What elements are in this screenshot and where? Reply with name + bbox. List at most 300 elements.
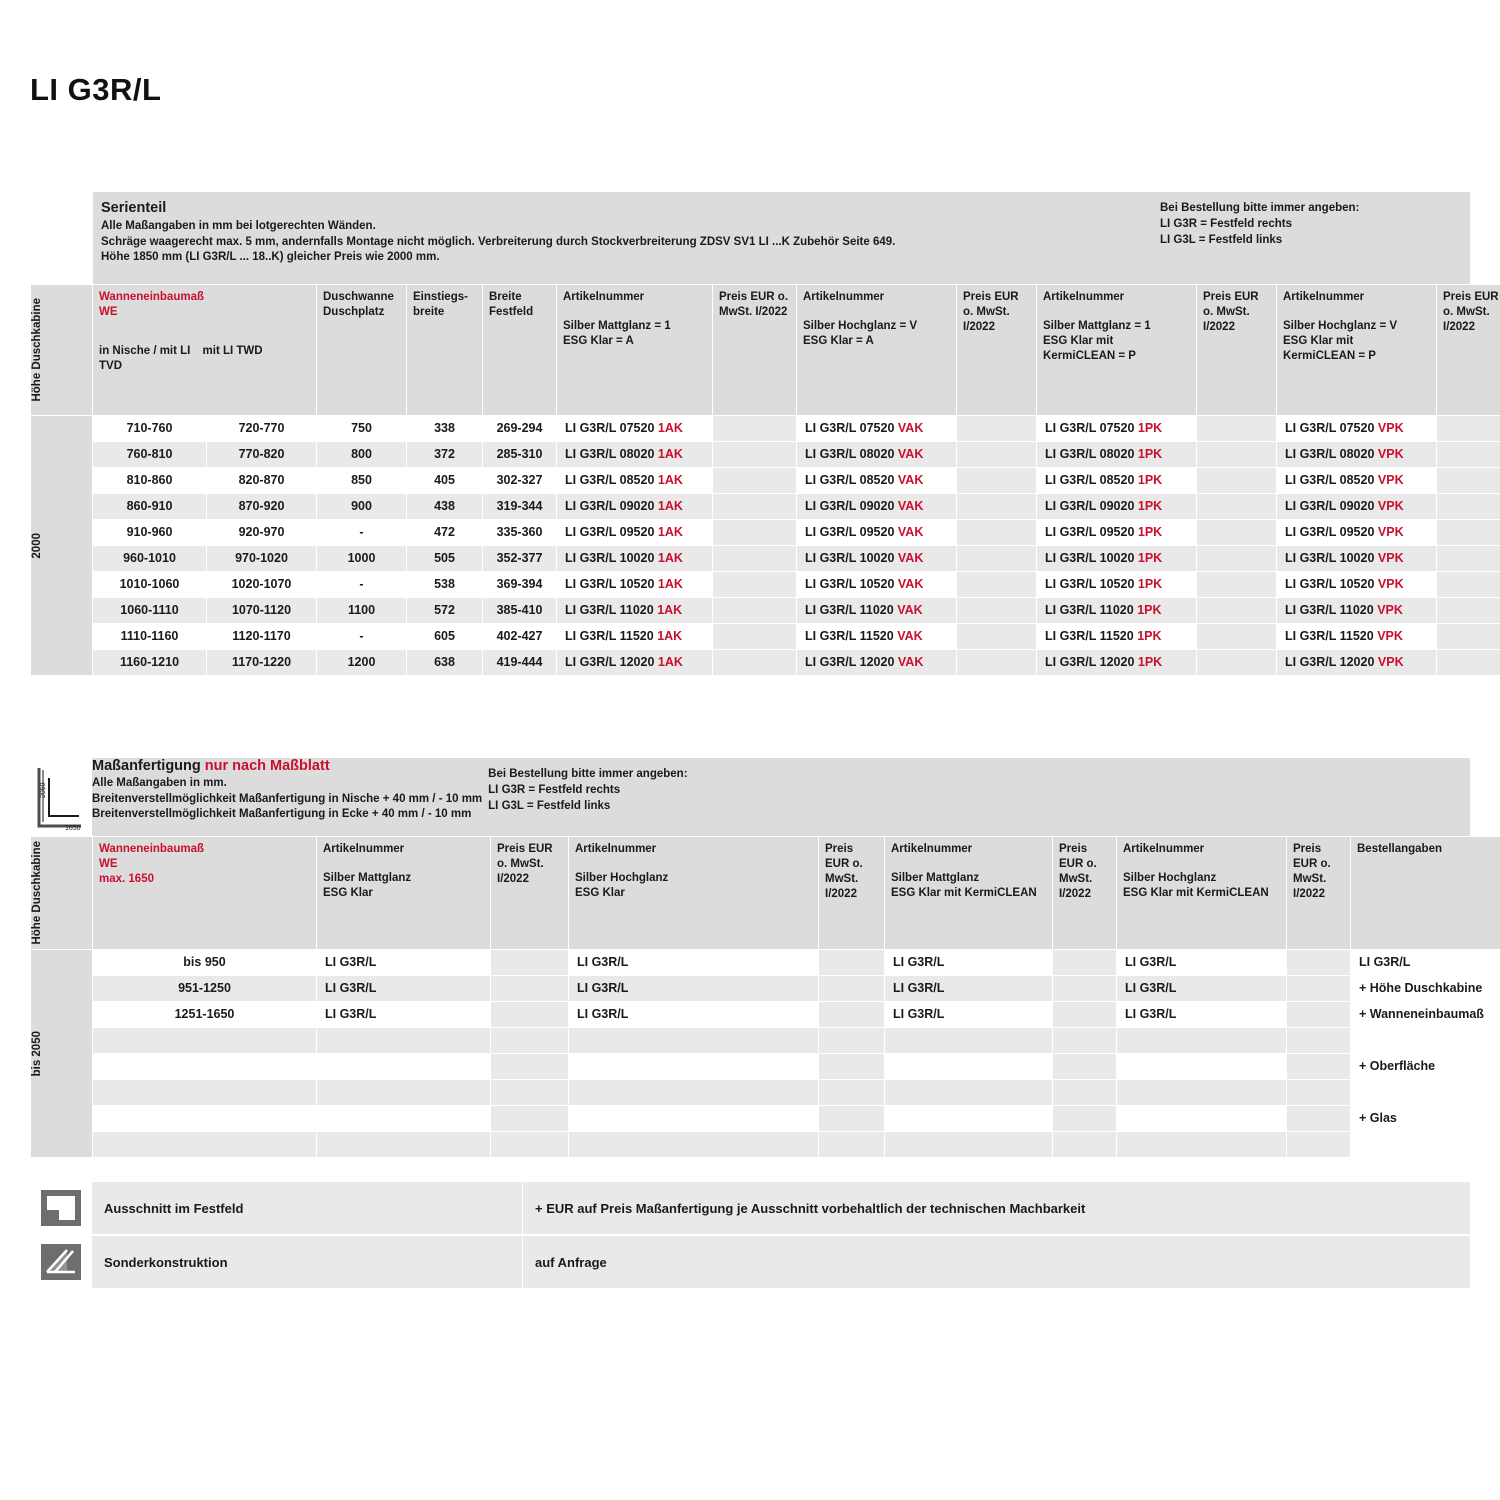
- footer-row-sonderkonstruktion: [30, 1234, 1470, 1288]
- cell-price-3: [1053, 976, 1117, 1002]
- col-art4-line2: ESG Klar mit: [1283, 335, 1354, 347]
- cell-we-twd: 770-820: [207, 442, 317, 468]
- cell-article-1: LI G3R/L 10520 1AK: [557, 572, 713, 598]
- cell-article-3: LI G3R/L 08020 1PK: [1037, 442, 1197, 468]
- col-hoehe-duschkabine-label: Höhe Duschkabine: [31, 298, 43, 402]
- cell-bestell: + Glas: [1351, 1106, 1500, 1132]
- cell-article-1: [317, 1080, 491, 1106]
- cell-we-nische: 710-760: [93, 416, 207, 442]
- cell-bestell: [1351, 1028, 1500, 1054]
- cell-we: 951-1250: [93, 976, 317, 1002]
- cell-bestell: [1351, 1132, 1500, 1158]
- cell-article-3: LI G3R/L 08520 1PK: [1037, 468, 1197, 494]
- cell-einstieg: 605: [407, 624, 483, 650]
- cell-price-1: [491, 1132, 569, 1158]
- serienteil-order-note: [1154, 192, 1470, 284]
- cell-price-3: [1197, 468, 1277, 494]
- cell-price-1: [713, 416, 797, 442]
- cell-we: [93, 1132, 317, 1158]
- cell-price-2: [957, 494, 1037, 520]
- dimension-sketch-icon: [35, 762, 87, 832]
- cell-price-1: [491, 1106, 569, 1132]
- cell-article-3: LI G3R/L 10520 1PK: [1037, 572, 1197, 598]
- cell-we-twd: 870-920: [207, 494, 317, 520]
- col-art3-line2-2: ESG Klar mit KermiCLEAN: [891, 887, 1037, 899]
- massanfertigung-column-header-row: [31, 837, 1500, 950]
- cell-price-1: [491, 950, 569, 976]
- massanfertigung-table: [30, 836, 1500, 1158]
- cell-article-1: LI G3R/L 07520 1AK: [557, 416, 713, 442]
- table-row: [31, 468, 1500, 494]
- cell-article-4: LI G3R/L 09520 VPK: [1277, 520, 1437, 546]
- col-bestellangaben: Bestellangaben: [1351, 837, 1500, 950]
- cell-bestell: [1351, 1080, 1500, 1106]
- table-row: [31, 950, 1500, 976]
- cell-price-2: [819, 1002, 885, 1028]
- col-preis-2-2: Preis EUR o. MwSt. I/2022: [819, 837, 885, 950]
- cell-we-twd: 1020-1070: [207, 572, 317, 598]
- cell-price-4: [1437, 520, 1500, 546]
- cell-price-4: [1437, 650, 1500, 676]
- col-art1-line1: Silber Mattglanz = 1: [563, 320, 671, 332]
- cell-price-4: [1437, 416, 1500, 442]
- col-art2-line2-2: ESG Klar: [575, 887, 625, 899]
- cell-we-nische: 1010-1060: [93, 572, 207, 598]
- col-wanneneinbaumass-2: [93, 837, 317, 950]
- cell-article-3: [885, 1054, 1053, 1080]
- col-wanneneinbaumass: [93, 285, 317, 416]
- serienteil-header-text: [93, 192, 1154, 284]
- footer-text-sonderkonstruktion: auf Anfrage: [522, 1236, 1470, 1288]
- col-preis-4: Preis EUR o. MwSt. I/2022: [1437, 285, 1500, 416]
- cell-breite: 402-427: [483, 624, 557, 650]
- table-row: [31, 624, 1500, 650]
- footer-label-ausschnitt: Ausschnitt im Festfeld: [92, 1182, 522, 1234]
- cell-price-4: [1287, 1132, 1351, 1158]
- serienteil-header-band: [30, 192, 1470, 284]
- cell-article-2: LI G3R/L 09520 VAK: [797, 520, 957, 546]
- cell-article-1: LI G3R/L 10020 1AK: [557, 546, 713, 572]
- cell-article-4: [1117, 1054, 1287, 1080]
- cell-article-4: LI G3R/L 11520 VPK: [1277, 624, 1437, 650]
- cell-price-2: [957, 624, 1037, 650]
- col-we-nische: in Nische / mit LI TVD: [99, 345, 191, 372]
- cell-we-nische: 810-860: [93, 468, 207, 494]
- col-hoehe-duschkabine-2: [31, 837, 93, 950]
- cell-we: [93, 1106, 317, 1132]
- cell-article-1: LI G3R/L 08020 1AK: [557, 442, 713, 468]
- cell-wanne: 1000: [317, 546, 407, 572]
- cell-price-4: [1287, 1080, 1351, 1106]
- serienteil-section: [30, 192, 1499, 676]
- order-note-title: Bei Bestellung bitte immer angeben:: [1160, 202, 1360, 214]
- cell-we-twd: 970-1020: [207, 546, 317, 572]
- cell-article-2: [569, 1132, 819, 1158]
- col-art2-line2: ESG Klar = A: [803, 335, 874, 347]
- cell-bestell: + Wanneneinbaumaß: [1351, 1002, 1500, 1028]
- cell-price-1: [713, 624, 797, 650]
- order-note-title: Bei Bestellung bitte immer angeben:: [488, 768, 688, 780]
- header-spacer: [30, 192, 93, 284]
- col-hoehe-duschkabine-label-2: Höhe Duschkabine: [31, 841, 43, 945]
- cell-we-nische: 960-1010: [93, 546, 207, 572]
- cell-einstieg: 405: [407, 468, 483, 494]
- cell-price-3: [1053, 950, 1117, 976]
- cell-we: bis 950: [93, 950, 317, 976]
- cell-price-1: [491, 1028, 569, 1054]
- height-group-bis-2050: [31, 950, 93, 1158]
- col-preis-3: Preis EUR o. MwSt. I/2022: [1197, 285, 1277, 416]
- cell-einstieg: 638: [407, 650, 483, 676]
- cell-article-2: LI G3R/L: [569, 976, 819, 1002]
- cell-price-3: [1053, 1106, 1117, 1132]
- dimension-sketch-icon-col: [30, 758, 92, 836]
- col-we-title: Wanneneinbaumaß: [99, 291, 204, 303]
- cell-price-4: [1437, 442, 1500, 468]
- cell-article-2: LI G3R/L 10020 VAK: [797, 546, 957, 572]
- cell-article-3: LI G3R/L 09520 1PK: [1037, 520, 1197, 546]
- cell-article-4: LI G3R/L 08020 VPK: [1277, 442, 1437, 468]
- cell-wanne: 750: [317, 416, 407, 442]
- cell-article-2: LI G3R/L 11520 VAK: [797, 624, 957, 650]
- cell-article-4: [1117, 1132, 1287, 1158]
- cell-article-2: [569, 1028, 819, 1054]
- cell-price-2: [819, 1106, 885, 1132]
- col-art2-title-2: Artikelnummer: [575, 843, 657, 855]
- cell-bestell: LI G3R/L: [1351, 950, 1500, 976]
- col-preis-3-2: Preis EUR o. MwSt. I/2022: [1053, 837, 1117, 950]
- cell-we-twd: 1120-1170: [207, 624, 317, 650]
- cell-price-3: [1197, 442, 1277, 468]
- col-we-sub-2: WE: [99, 858, 118, 870]
- col-preis-1: Preis EUR o. MwSt. I/2022: [713, 285, 797, 416]
- col-artikelnummer-4-2: [1117, 837, 1287, 950]
- cell-we-twd: 720-770: [207, 416, 317, 442]
- massanfertigung-heading: [92, 758, 482, 774]
- massanfertigung-note-2: Breitenverstellmöglichkeit Maßanfertigung in Nische + 40 mm / - 10 mm: [92, 792, 483, 805]
- cell-breite: 335-360: [483, 520, 557, 546]
- cell-price-3: [1197, 546, 1277, 572]
- order-note-line-1: LI G3R = Festfeld rechts: [488, 784, 621, 796]
- cell-we-nische: 910-960: [93, 520, 207, 546]
- col-preis-1-2: Preis EUR o. MwSt. I/2022: [491, 837, 569, 950]
- col-duschwanne: Duschwanne Duschplatz: [317, 285, 407, 416]
- cell-price-3: [1197, 572, 1277, 598]
- cell-price-4: [1287, 1002, 1351, 1028]
- cell-price-4: [1437, 572, 1500, 598]
- cell-price-1: [491, 1080, 569, 1106]
- col-art3-line1: Silber Mattglanz = 1: [1043, 320, 1151, 332]
- cell-we-nische: 1160-1210: [93, 650, 207, 676]
- cell-article-1: LI G3R/L 12020 1AK: [557, 650, 713, 676]
- cell-article-4: LI G3R/L: [1117, 950, 1287, 976]
- col-artikelnummer-2-2: [569, 837, 819, 950]
- col-we-title-2: Wanneneinbaumaß: [99, 843, 204, 855]
- cell-price-1: [713, 468, 797, 494]
- cell-article-2: LI G3R/L: [569, 1002, 819, 1028]
- table-row: [31, 1106, 1500, 1132]
- col-art4-title: Artikelnummer: [1283, 291, 1365, 303]
- cell-we-twd: 820-870: [207, 468, 317, 494]
- col-art4-line3: KermiCLEAN = P: [1283, 350, 1376, 362]
- footer-rows: [30, 1180, 1470, 1288]
- cell-einstieg: 505: [407, 546, 483, 572]
- massanfertigung-note-1: Alle Maßangaben in mm.: [92, 777, 227, 789]
- cell-wanne: -: [317, 520, 407, 546]
- col-artikelnummer-4: [1277, 285, 1437, 416]
- height-group-label-2: bis 2050: [31, 1030, 43, 1077]
- cell-article-1: LI G3R/L 09020 1AK: [557, 494, 713, 520]
- massanfertigung-header-text: [92, 758, 482, 836]
- cell-article-3: LI G3R/L 09020 1PK: [1037, 494, 1197, 520]
- cell-price-3: [1197, 650, 1277, 676]
- cell-article-1: LI G3R/L 11020 1AK: [557, 598, 713, 624]
- cell-article-3: LI G3R/L 11020 1PK: [1037, 598, 1197, 624]
- cell-article-2: [569, 1054, 819, 1080]
- table-row: [31, 1054, 1500, 1080]
- cell-price-2: [819, 1080, 885, 1106]
- cell-price-3: [1197, 416, 1277, 442]
- cell-article-2: LI G3R/L 09020 VAK: [797, 494, 957, 520]
- cell-article-1: [317, 1054, 491, 1080]
- cell-price-4: [1437, 468, 1500, 494]
- table-row: [31, 598, 1500, 624]
- table-row: [31, 494, 1500, 520]
- cell-price-3: [1053, 1002, 1117, 1028]
- cell-price-2: [819, 1132, 885, 1158]
- cell-price-2: [957, 442, 1037, 468]
- col-we-sub: WE: [99, 306, 118, 318]
- cell-price-2: [819, 1028, 885, 1054]
- cell-price-4: [1287, 950, 1351, 976]
- cell-article-2: LI G3R/L 12020 VAK: [797, 650, 957, 676]
- cell-article-4: LI G3R/L 10020 VPK: [1277, 546, 1437, 572]
- cell-einstieg: 438: [407, 494, 483, 520]
- cell-we: 1251-1650: [93, 1002, 317, 1028]
- col-art1-line2: ESG Klar = A: [563, 335, 634, 347]
- cell-price-4: [1437, 546, 1500, 572]
- cell-wanne: -: [317, 624, 407, 650]
- cell-we-nische: 860-910: [93, 494, 207, 520]
- cell-we-twd: 920-970: [207, 520, 317, 546]
- cell-wanne: 900: [317, 494, 407, 520]
- cell-article-3: LI G3R/L 07520 1PK: [1037, 416, 1197, 442]
- cell-price-3: [1053, 1132, 1117, 1158]
- cell-article-4: LI G3R/L 08520 VPK: [1277, 468, 1437, 494]
- col-we-twd: mit LI TWD: [202, 345, 263, 357]
- cutout-icon: [39, 1188, 83, 1228]
- col-artikelnummer-3: [1037, 285, 1197, 416]
- col-art1-line1-2: Silber Mattglanz: [323, 872, 412, 884]
- cell-price-2: [957, 520, 1037, 546]
- page-title: LI G3R/L: [30, 72, 162, 107]
- cell-article-4: LI G3R/L 12020 VPK: [1277, 650, 1437, 676]
- cell-article-4: LI G3R/L 09020 VPK: [1277, 494, 1437, 520]
- col-preis-2: Preis EUR o. MwSt. I/2022: [957, 285, 1037, 416]
- cell-price-3: [1197, 494, 1277, 520]
- col-art4-title-2: Artikelnummer: [1123, 843, 1205, 855]
- cell-price-2: [819, 950, 885, 976]
- cell-we-twd: 1170-1220: [207, 650, 317, 676]
- cell-article-1: LI G3R/L 09520 1AK: [557, 520, 713, 546]
- cell-we-nische: 1060-1110: [93, 598, 207, 624]
- serienteil-note-3: Höhe 1850 mm (LI G3R/L ... 18..K) gleicher Preis wie 2000 mm.: [101, 251, 440, 263]
- cell-einstieg: 572: [407, 598, 483, 624]
- cell-price-4: [1287, 1028, 1351, 1054]
- table-row: [31, 976, 1500, 1002]
- cell-article-3: LI G3R/L 10020 1PK: [1037, 546, 1197, 572]
- cell-breite: 269-294: [483, 416, 557, 442]
- col-art3-title: Artikelnummer: [1043, 291, 1125, 303]
- cell-price-1: [713, 546, 797, 572]
- cell-price-1: [491, 1054, 569, 1080]
- cell-article-3: [885, 1106, 1053, 1132]
- col-art3-line1-2: Silber Mattglanz: [891, 872, 980, 884]
- cell-price-4: [1437, 624, 1500, 650]
- cell-we: [93, 1054, 317, 1080]
- cell-article-2: LI G3R/L 10520 VAK: [797, 572, 957, 598]
- cell-breite: 319-344: [483, 494, 557, 520]
- cell-price-1: [491, 1002, 569, 1028]
- serienteil-note-1: Alle Maßangaben in mm bei lotgerechten Wänden.: [101, 220, 376, 232]
- col-we-max: max. 1650: [99, 873, 154, 885]
- cell-article-4: [1117, 1028, 1287, 1054]
- cell-bestell: + Höhe Duschkabine: [1351, 976, 1500, 1002]
- cell-article-2: LI G3R/L 11020 VAK: [797, 598, 957, 624]
- cell-price-2: [957, 416, 1037, 442]
- cell-article-4: LI G3R/L 07520 VPK: [1277, 416, 1437, 442]
- cell-price-1: [713, 650, 797, 676]
- cell-price-4: [1287, 976, 1351, 1002]
- cell-article-1: LI G3R/L: [317, 976, 491, 1002]
- cell-article-4: [1117, 1080, 1287, 1106]
- cell-price-4: [1437, 494, 1500, 520]
- col-art4-line1: Silber Hochglanz = V: [1283, 320, 1398, 332]
- cell-wanne: 850: [317, 468, 407, 494]
- cell-price-4: [1287, 1054, 1351, 1080]
- table-row: [31, 1132, 1500, 1158]
- col-preis-4-2: Preis EUR o. MwSt. I/2022: [1287, 837, 1351, 950]
- cell-price-1: [491, 976, 569, 1002]
- cell-price-4: [1437, 598, 1500, 624]
- col-art2-title: Artikelnummer: [803, 291, 885, 303]
- cell-article-1: LI G3R/L 11520 1AK: [557, 624, 713, 650]
- cell-article-2: LI G3R/L 08520 VAK: [797, 468, 957, 494]
- col-artikelnummer-2: [797, 285, 957, 416]
- col-art3-title-2: Artikelnummer: [891, 843, 973, 855]
- cell-price-2: [957, 650, 1037, 676]
- serienteil-heading: Serienteil: [101, 200, 167, 216]
- footer-text-ausschnitt: + EUR auf Preis Maßanfertigung je Ausschnitt vorbehaltlich der technischen Machbarkeit: [522, 1182, 1470, 1234]
- cell-article-4: LI G3R/L: [1117, 1002, 1287, 1028]
- cell-price-3: [1053, 1054, 1117, 1080]
- cutout-icon-cell: [30, 1182, 92, 1234]
- height-group-label: 2000: [31, 532, 43, 559]
- special-construction-icon: [39, 1242, 83, 1282]
- col-art2-line1: Silber Hochglanz = V: [803, 320, 918, 332]
- cell-article-2: LI G3R/L: [569, 950, 819, 976]
- special-construction-icon-cell: [30, 1236, 92, 1288]
- cell-article-3: LI G3R/L: [885, 950, 1053, 976]
- col-art3-line2: ESG Klar mit: [1043, 335, 1114, 347]
- cell-wanne: 1200: [317, 650, 407, 676]
- order-note-line-2: LI G3L = Festfeld links: [1160, 234, 1283, 246]
- table-row: [31, 546, 1500, 572]
- table-row: [31, 416, 1500, 442]
- cell-article-1: LI G3R/L 08520 1AK: [557, 468, 713, 494]
- cell-price-3: [1053, 1028, 1117, 1054]
- cell-wanne: 1100: [317, 598, 407, 624]
- cell-wanne: -: [317, 572, 407, 598]
- cell-article-3: [885, 1028, 1053, 1054]
- cell-article-1: [317, 1106, 491, 1132]
- order-note-line-1: LI G3R = Festfeld rechts: [1160, 218, 1292, 230]
- serienteil-note-2: Schräge waagerecht max. 5 mm, andernfalls Montage nicht möglich. Verbreiterung durch Stockverbreiterung ZDSV SV1 LI ...K Zubehör Seite 649.: [101, 235, 896, 248]
- table-row: [31, 1028, 1500, 1054]
- cell-we: [93, 1080, 317, 1106]
- cell-price-3: [1197, 624, 1277, 650]
- cell-article-3: LI G3R/L: [885, 976, 1053, 1002]
- serienteil-column-header-row: [31, 285, 1500, 416]
- svg-text:2050: 2050: [40, 782, 47, 798]
- cell-article-3: [885, 1132, 1053, 1158]
- massanfertigung-section: [30, 758, 1484, 1158]
- cell-article-1: [317, 1132, 491, 1158]
- cell-article-4: LI G3R/L 11020 VPK: [1277, 598, 1437, 624]
- cell-price-1: [713, 572, 797, 598]
- cell-article-1: [317, 1028, 491, 1054]
- cell-we-nische: 760-810: [93, 442, 207, 468]
- cell-price-3: [1197, 598, 1277, 624]
- table-row: [31, 442, 1500, 468]
- cell-breite: 302-327: [483, 468, 557, 494]
- cell-article-1: LI G3R/L: [317, 950, 491, 976]
- massanfertigung-heading-main: Maßanfertigung: [92, 758, 201, 774]
- footer-row-ausschnitt: [30, 1180, 1470, 1234]
- col-art1-title-2: Artikelnummer: [323, 843, 405, 855]
- cell-article-4: LI G3R/L 10520 VPK: [1277, 572, 1437, 598]
- cell-breite: 369-394: [483, 572, 557, 598]
- cell-price-3: [1053, 1080, 1117, 1106]
- cell-einstieg: 372: [407, 442, 483, 468]
- table-row: [31, 520, 1500, 546]
- cell-einstieg: 338: [407, 416, 483, 442]
- cell-einstieg: 472: [407, 520, 483, 546]
- footer-label-sonderkonstruktion: Sonderkonstruktion: [92, 1236, 522, 1288]
- cell-article-2: [569, 1106, 819, 1132]
- cell-breite: 385-410: [483, 598, 557, 624]
- cell-price-4: [1287, 1106, 1351, 1132]
- cell-article-4: [1117, 1106, 1287, 1132]
- cell-breite: 419-444: [483, 650, 557, 676]
- cell-breite: 352-377: [483, 546, 557, 572]
- svg-text:1650: 1650: [65, 825, 81, 832]
- cell-we: [93, 1028, 317, 1054]
- massanfertigung-header-band: [30, 758, 1470, 836]
- col-art2-line1-2: Silber Hochglanz: [575, 872, 669, 884]
- serienteil-table: [30, 284, 1500, 676]
- table-row: [31, 1002, 1500, 1028]
- cell-article-4: LI G3R/L: [1117, 976, 1287, 1002]
- cell-einstieg: 538: [407, 572, 483, 598]
- col-art4-line1-2: Silber Hochglanz: [1123, 872, 1217, 884]
- cell-price-3: [1197, 520, 1277, 546]
- col-art1-line2-2: ESG Klar: [323, 887, 373, 899]
- cell-article-3: LI G3R/L 12020 1PK: [1037, 650, 1197, 676]
- col-artikelnummer-1: [557, 285, 713, 416]
- col-breite-festfeld: Breite Festfeld: [483, 285, 557, 416]
- cell-price-1: [713, 598, 797, 624]
